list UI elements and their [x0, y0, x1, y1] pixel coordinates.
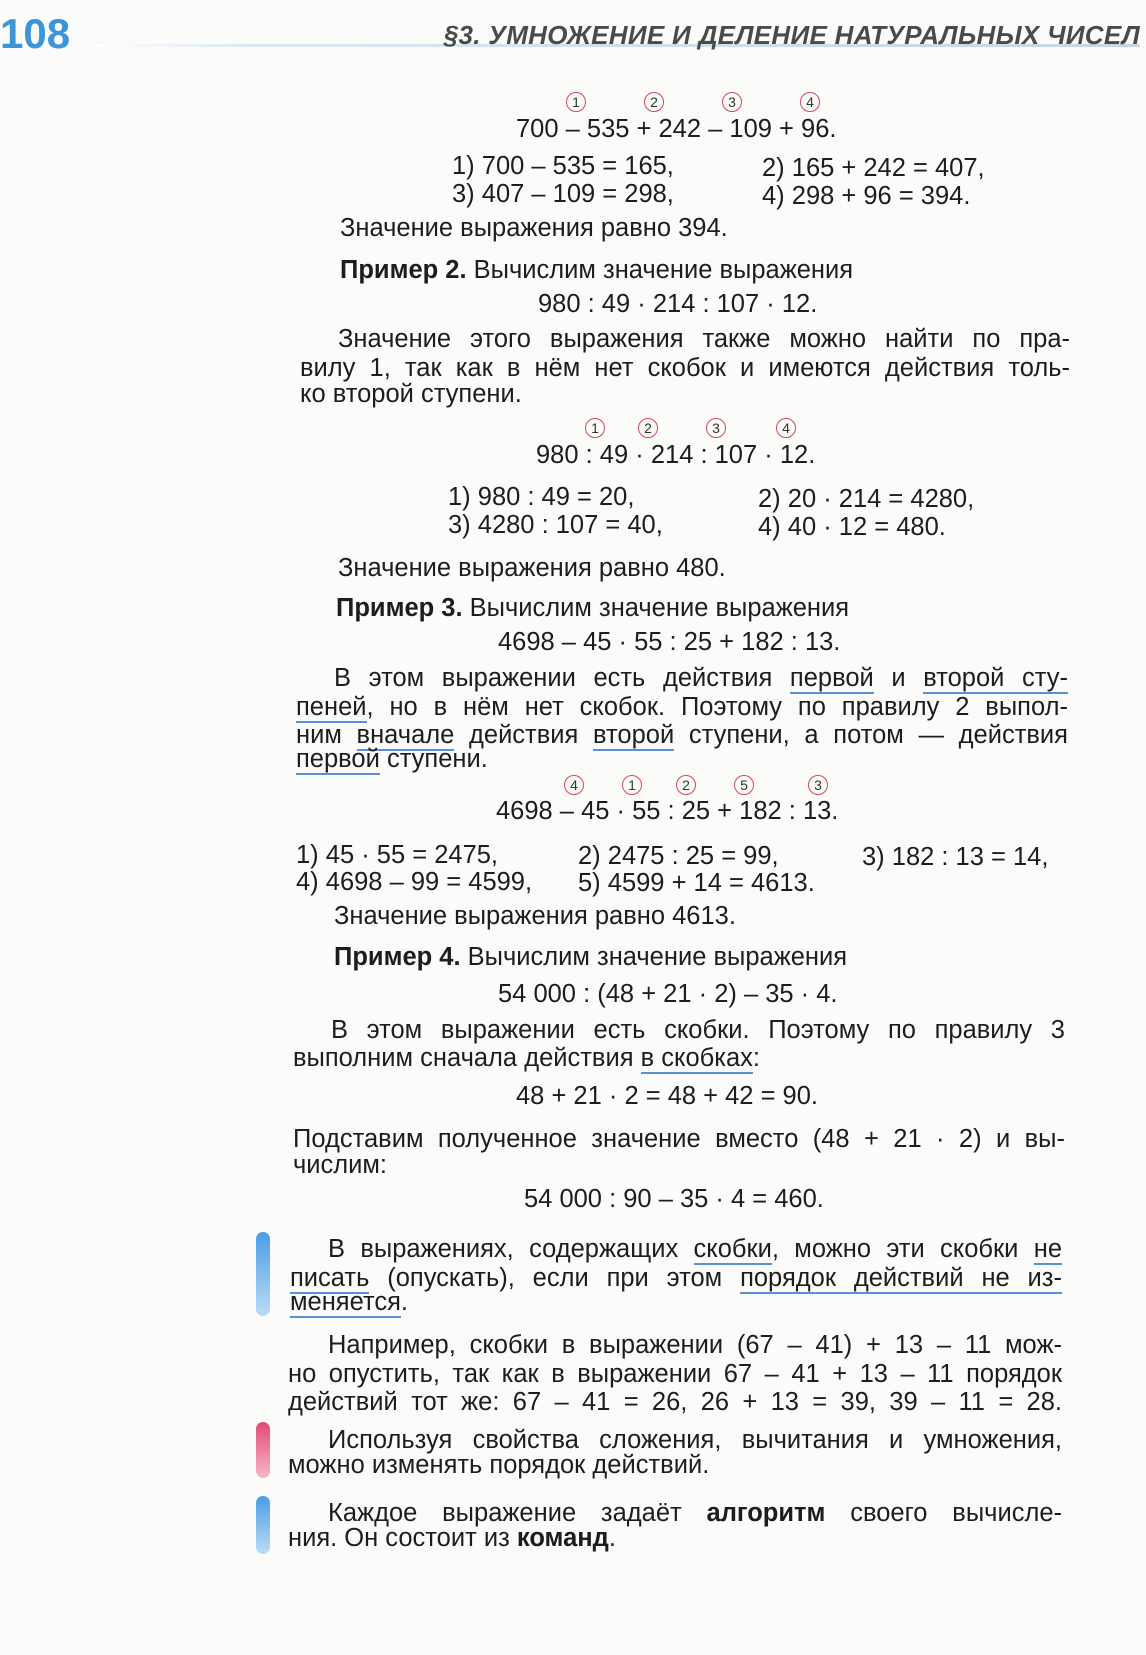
step-mark: 1	[622, 775, 642, 795]
paragraph	[300, 325, 1070, 382]
underlined-term: вначале	[356, 721, 455, 749]
text: ния. Он состоит из	[288, 1524, 517, 1552]
example-lead: Вычислим значение выражения	[462, 594, 850, 622]
step-mark: 2	[676, 775, 696, 795]
text: и	[873, 664, 924, 692]
underlined-term: второй сту-	[923, 664, 1068, 692]
step: 4) 4698 – 99 = 4599,	[296, 868, 533, 896]
paragraph-line: Подставим полученное значение вместо (48 + 21 · 2) и вы-	[293, 1125, 1065, 1153]
example-heading	[340, 258, 853, 284]
step: 3) 182 : 13 = 14,	[862, 843, 1049, 871]
paragraph-line: Значение этого выражения также можно найти по пра-	[338, 325, 1070, 353]
expression: 4698 – 45 · 55 : 25 + 182 : 13.	[498, 628, 841, 656]
text: (опускать), если при этом	[369, 1263, 741, 1292]
underlined-term: второй	[593, 721, 675, 749]
result-text: Значение выражения равно 394.	[340, 214, 728, 242]
paragraph-line	[293, 1046, 760, 1072]
running-head: §3. УМНОЖЕНИЕ И ДЕЛЕНИЕ НАТУРАЛЬНЫХ ЧИСЕЛ	[443, 20, 1140, 50]
expression: 980 : 49 · 214 : 107 · 12.	[538, 290, 818, 318]
example-heading	[336, 596, 849, 622]
paragraph-line	[296, 664, 1068, 693]
paragraph-line: В этом выражении есть скобки. Поэтому по правилу 3	[331, 1016, 1065, 1044]
step-mark: 4	[564, 775, 584, 795]
paragraph	[288, 1331, 1062, 1417]
step-mark: 1	[585, 418, 605, 438]
paragraph	[293, 1125, 1065, 1154]
step: 1) 980 : 49 = 20,	[448, 483, 635, 511]
paragraph-line: можно изменять порядок действий.	[288, 1451, 710, 1479]
paragraph-line	[296, 747, 488, 773]
text: .	[400, 1288, 408, 1316]
step-mark: 5	[734, 775, 754, 795]
example-title: Пример 2.	[340, 256, 467, 284]
paragraph-line: Используя свойства сложения, вычитания и умножения,	[328, 1426, 1062, 1454]
underlined-term: писать	[290, 1263, 370, 1292]
step-mark: 4	[776, 418, 796, 438]
underlined-term: меняется	[290, 1288, 401, 1316]
step: 2) 20 · 214 = 4280,	[758, 485, 975, 513]
step-mark: 2	[638, 418, 658, 438]
expression: 700 – 535 + 242 – 109 + 96.	[516, 115, 837, 143]
text: выполним сначала действия	[293, 1044, 641, 1072]
rule-marker-bar	[256, 1496, 270, 1554]
underlined-term: скобки	[693, 1235, 772, 1263]
underlined-term: первой	[789, 664, 874, 692]
paragraph-line	[296, 693, 1068, 722]
underlined-term: пеней	[296, 692, 367, 721]
underlined-term: не	[1033, 1235, 1063, 1263]
paragraph-line: вилу 1, так как в нём нет скобок и имеются действия толь-	[300, 353, 1070, 382]
paragraph-line: действий тот же: 67 – 41 = 26, 26 + 13 = 39, 39 – 11 = 28.	[288, 1388, 1062, 1416]
step: 1) 700 – 535 = 165,	[452, 152, 674, 180]
example-title: Пример 3.	[336, 594, 463, 622]
paragraph-line: числим:	[293, 1151, 388, 1179]
step: 4) 298 + 96 = 394.	[762, 182, 971, 210]
expression: 54 000 : (48 + 21 · 2) – 35 · 4.	[498, 980, 838, 1008]
paragraph-line	[288, 1526, 616, 1552]
example-lead: Вычислим значение выражения	[466, 256, 854, 284]
step-mark: 4	[800, 92, 820, 112]
expression: 48 + 21 · 2 = 48 + 42 = 90.	[516, 1082, 818, 1110]
text: В выражениях, содержащих	[328, 1235, 694, 1263]
text: , но в нём нет скобок. Поэтому по правилу 2 выпол-	[366, 692, 1068, 721]
text: Каждое выражение задаёт	[328, 1499, 707, 1527]
underlined-term: первой	[296, 745, 380, 773]
result-text: Значение выражения равно 480.	[338, 554, 726, 582]
rule-marker-bar	[256, 1422, 270, 1478]
expression: 4698 – 45 · 55 : 25 + 182 : 13.	[496, 797, 839, 825]
expression: 980 : 49 · 214 : 107 · 12.	[536, 441, 816, 469]
step-mark: 3	[722, 92, 742, 112]
result-text: Значение выражения равно 4613.	[334, 902, 736, 930]
step: 5) 4599 + 14 = 4613.	[578, 869, 815, 897]
rule-marker-bar	[256, 1232, 270, 1316]
rule-paragraph	[290, 1235, 1062, 1292]
step-mark: 3	[808, 775, 828, 795]
paragraph	[293, 1016, 1065, 1045]
step: 4) 40 · 12 = 480.	[758, 513, 946, 541]
step: 2) 2475 : 25 = 99,	[578, 842, 779, 870]
text: , можно эти скобки	[771, 1235, 1034, 1263]
step: 3) 407 – 109 = 298,	[452, 180, 674, 208]
expression: 54 000 : 90 – 35 · 4 = 460.	[524, 1185, 824, 1213]
bold-term: алгоритм	[706, 1499, 826, 1527]
paragraph-line	[290, 1235, 1062, 1264]
page-number: 108	[0, 10, 71, 57]
example-title: Пример 4.	[334, 943, 461, 971]
paragraph-line: Например, скобки в выражении (67 – 41) + 13 – 11 мож-	[328, 1331, 1062, 1359]
paragraph-line	[290, 1290, 408, 1316]
text: ним	[296, 721, 357, 749]
text: действия	[454, 721, 594, 749]
text: .	[608, 1524, 616, 1552]
step: 3) 4280 : 107 = 40,	[448, 511, 663, 539]
bold-term: команд	[516, 1524, 609, 1552]
example-lead: Вычислим значение выражения	[460, 943, 848, 971]
paragraph	[296, 664, 1068, 750]
text: ступени.	[379, 745, 488, 773]
text: В этом выражении есть действия	[334, 664, 790, 692]
underlined-term: порядок действий не из-	[740, 1263, 1062, 1292]
step: 1) 45 · 55 = 2475,	[296, 841, 499, 869]
text: ступени, а потом — действия	[674, 721, 1068, 749]
step-mark: 1	[566, 92, 586, 112]
step-mark: 2	[644, 92, 664, 112]
example-heading	[334, 945, 847, 971]
step: 2) 165 + 242 = 407,	[762, 154, 985, 182]
step-mark: 3	[706, 418, 726, 438]
underlined-term: в скобках	[640, 1044, 753, 1072]
text: своего вычисле-	[825, 1499, 1062, 1527]
text: :	[752, 1044, 760, 1072]
paragraph-line: ко второй ступени.	[300, 380, 522, 408]
paragraph-line: но опустить, так как в выражении 67 – 41 + 13 – 11 порядок	[288, 1359, 1062, 1388]
